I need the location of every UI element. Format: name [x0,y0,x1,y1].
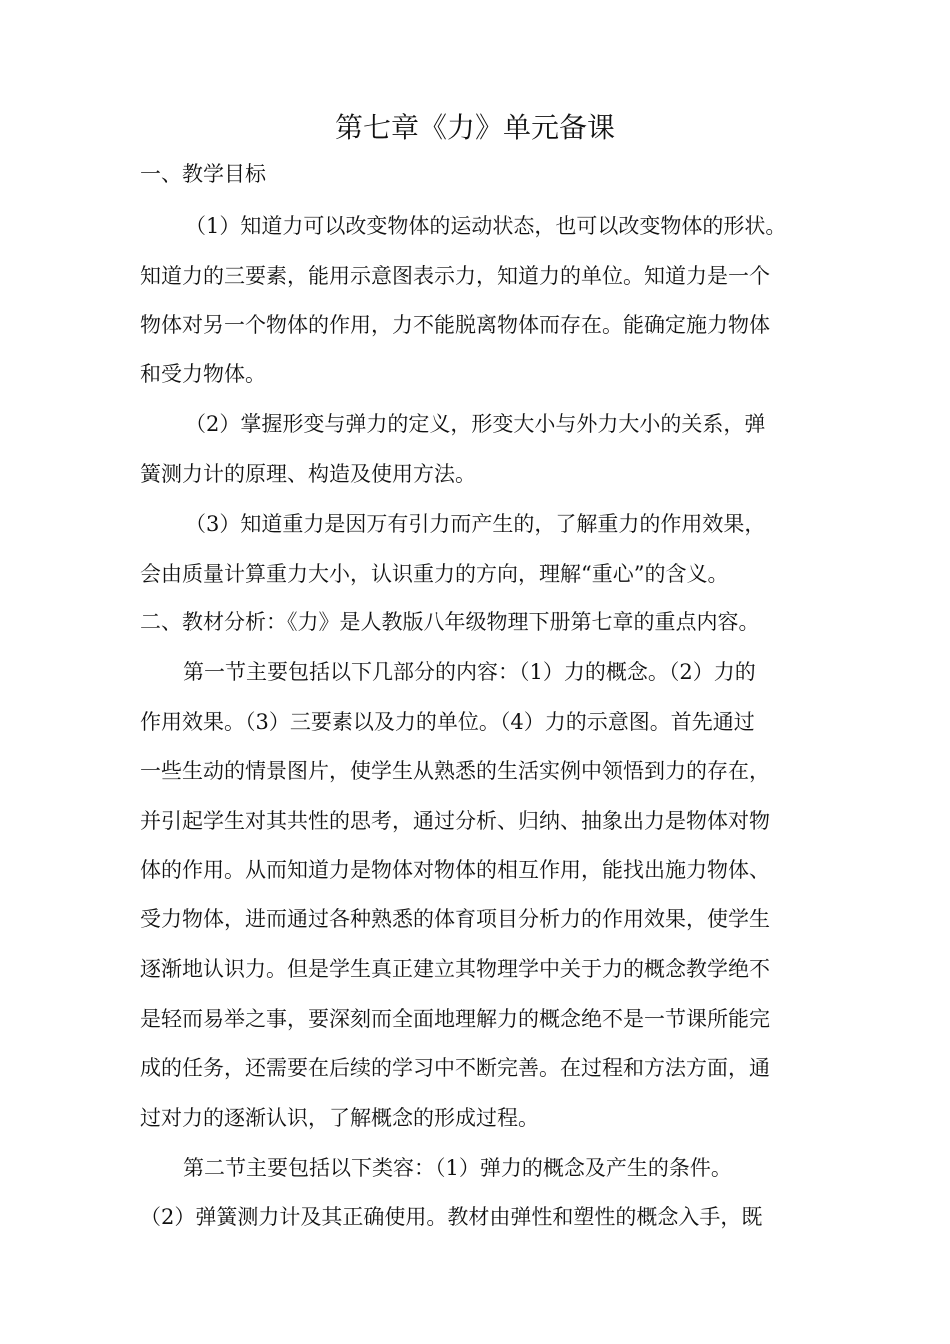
paragraph-line: 并引起学生对其共性的思考，通过分析、归纳、抽象出力是物体对物 [140,809,770,833]
paragraph-line: 逐渐地认识力。但是学生真正建立其物理学中关于力的概念教学绝不 [140,957,770,981]
section-heading-objectives: 一、教学目标 [140,162,266,186]
paragraph-line: 一些生动的情景图片，使学生从熟悉的生活实例中领悟到力的存在， [140,759,770,783]
paragraph-line: （1）知道力可以改变物体的运动状态，也可以改变物体的形状。 [185,214,787,238]
section-heading-analysis: 二、教材分析：《力》是人教版八年级物理下册第七章的重点内容。 [140,610,760,634]
paragraph-line: （2）弹簧测力计及其正确使用。教材由弹性和塑性的概念入手，既 [140,1205,763,1229]
paragraph-line: （3）知道重力是因万有引力而产生的，了解重力的作用效果， [185,512,766,536]
paragraph-line: 簧测力计的原理、构造及使用方法。 [140,462,476,486]
document-title: 第七章《力》单元备课 [334,111,615,144]
paragraph-line: 第一节主要包括以下几部分的内容：（1）力的概念。（2）力的 [183,660,756,684]
paragraph-line: 会由质量计算重力大小，认识重力的方向，理解“重心”的含义。 [140,562,729,586]
paragraph-line: 是轻而易举之事，要深刻而全面地理解力的概念绝不是一节课所能完 [140,1007,770,1031]
paragraph-line: 第二节主要包括以下类容：（1）弹力的概念及产生的条件。 [183,1156,732,1180]
paragraph-line: 作用效果。（3）三要素以及力的单位。（4）力的示意图。首先通过 [140,710,755,734]
paragraph-line: 知道力的三要素，能用示意图表示力，知道力的单位。知道力是一个 [140,264,770,288]
paragraph-line: 体的作用。从而知道力是物体对物体的相互作用，能找出施力物体、 [140,858,770,882]
paragraph-line: 受力物体，进而通过各种熟悉的体育项目分析力的作用效果，使学生 [140,907,770,931]
paragraph-line: 和受力物体。 [140,362,266,386]
paragraph-line: 过对力的逐渐认识，了解概念的形成过程。 [140,1106,539,1130]
paragraph-line: （2）掌握形变与弹力的定义，形变大小与外力大小的关系，弹 [185,412,766,436]
paragraph-line: 物体对另一个物体的作用，力不能脱离物体而存在。能确定施力物体 [140,313,770,337]
paragraph-line: 成的任务，还需要在后续的学习中不断完善。在过程和方法方面，通 [140,1056,770,1080]
